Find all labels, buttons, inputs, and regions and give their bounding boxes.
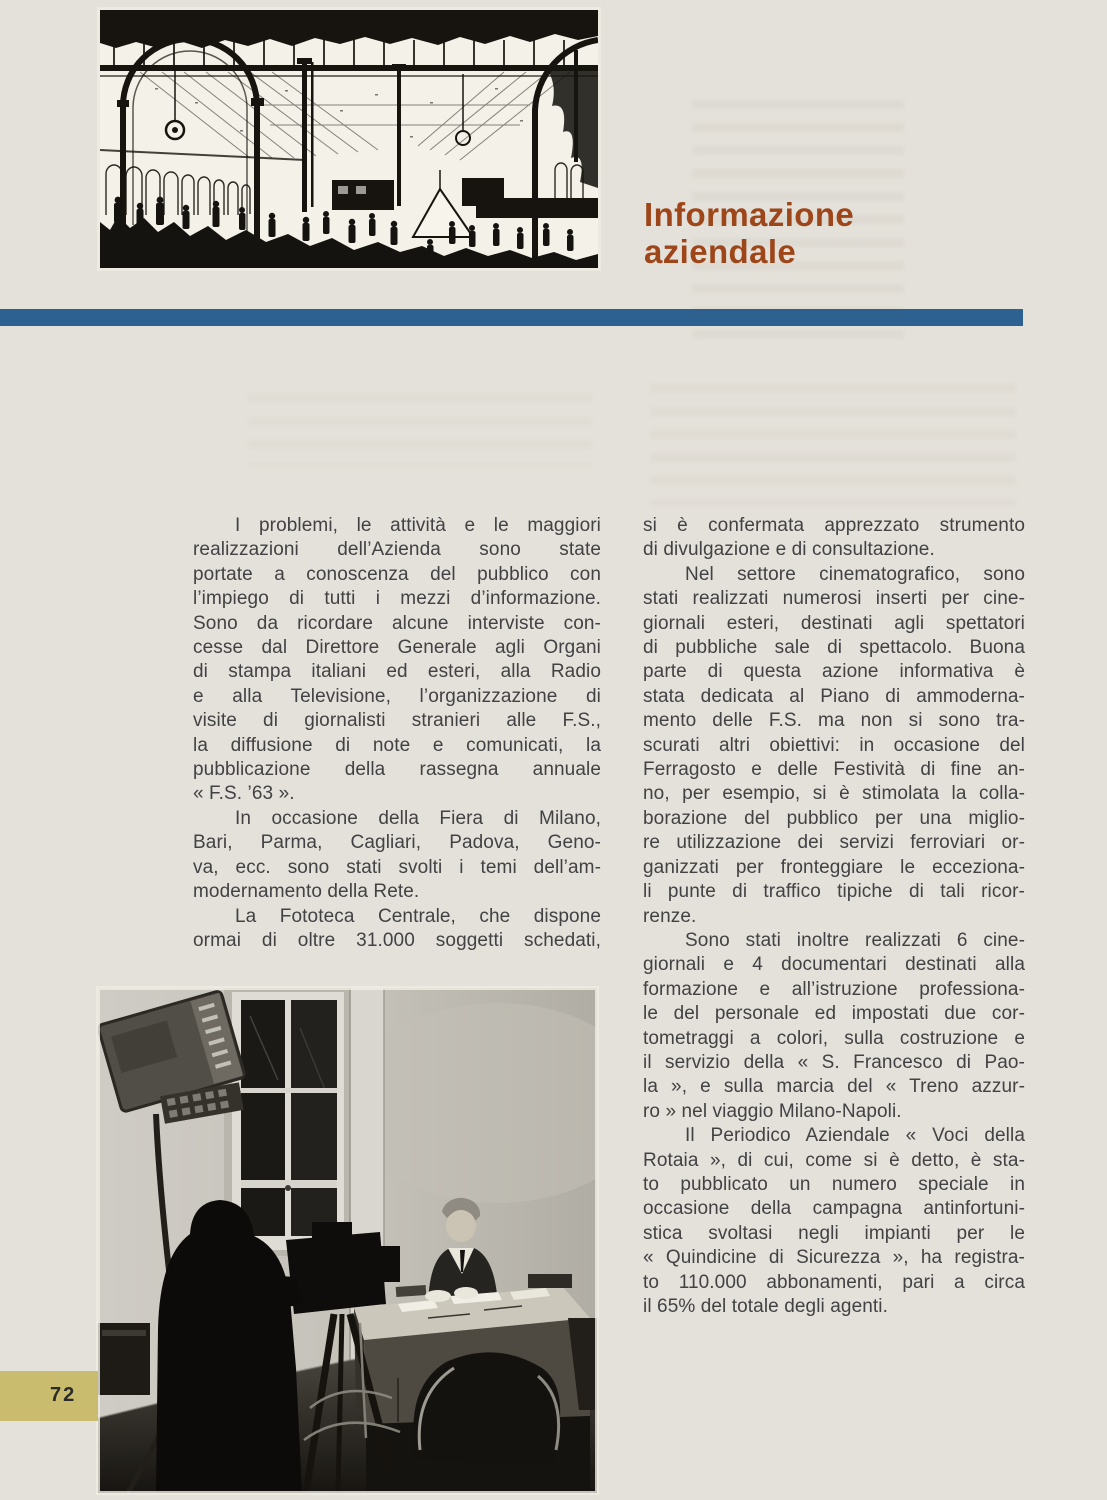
station-hall-engraving-figure bbox=[100, 10, 598, 268]
text-line: Sono stati inoltre realizzati 6 cine- bbox=[685, 929, 1025, 951]
text-line: Rotaia », di cui, come si è detto, è sta- bbox=[643, 1149, 1025, 1171]
text-line: di pubbliche sale di spettacolo. Buona bbox=[643, 637, 1025, 659]
office-filming-photo-figure bbox=[98, 988, 597, 1493]
text-line: e alla Televisione, l’organizzazione di bbox=[193, 685, 601, 707]
text-line: di divulgazione e di consultazione. bbox=[643, 539, 935, 561]
text-line: Sono da ricordare alcune interviste con- bbox=[193, 612, 601, 634]
paragraph bbox=[643, 514, 1025, 563]
paragraph bbox=[193, 807, 601, 905]
text-line: stata dedicata al Piano di ammoderna- bbox=[643, 685, 1025, 707]
text-line: realizzazioni dell’Azienda sono state bbox=[193, 539, 601, 561]
text-line: ormai di oltre 31.000 soggetti schedati, bbox=[193, 929, 601, 951]
text-line: La Fototeca Centrale, che dispone bbox=[235, 905, 601, 927]
office-filming-photo-image bbox=[98, 988, 597, 1493]
page-number: 72 bbox=[50, 1384, 77, 1406]
text-line: visite di giornalisti stranieri alle F.S., bbox=[193, 710, 601, 732]
text-line: In occasione della Fiera di Milano, bbox=[235, 807, 601, 829]
paragraph bbox=[643, 1124, 1025, 1319]
text-line: to 110.000 abbonamenti, pari a circa bbox=[643, 1271, 1025, 1293]
text-line: « Quindicine di Sicurezza », ha registra- bbox=[643, 1247, 1025, 1269]
text-line: Il Periodico Aziendale « Voci della bbox=[685, 1125, 1025, 1147]
text-line: no, per esempio, si è stimolata la colla- bbox=[643, 783, 1025, 805]
text-line: di stampa italiani ed esteri, alla Radio bbox=[193, 661, 601, 683]
text-line: to pubblicato un numero speciale in bbox=[643, 1173, 1025, 1195]
text-line: cesse dal Direttore Generale agli Organi bbox=[193, 637, 601, 659]
text-line: ro » nel viaggio Milano-Napoli. bbox=[643, 1100, 902, 1122]
station-hall-engraving-image bbox=[100, 10, 598, 268]
text-line: formazione e all’istruzione professiona- bbox=[643, 978, 1025, 1000]
text-line: ganizzati per fronteggiare le ecceziona- bbox=[643, 856, 1025, 878]
section-title-line2: aziendale bbox=[644, 233, 797, 270]
text-line: li punte di traffico tipiche di tali ricor- bbox=[643, 881, 1025, 903]
text-line: Bari, Parma, Cagliari, Padova, Geno- bbox=[193, 832, 601, 854]
text-line: re utilizzazione dei servizi ferroviari or- bbox=[643, 832, 1025, 854]
text-line: modernamento della Rete. bbox=[193, 881, 420, 903]
text-line: la », e sulla marcia del « Treno azzur- bbox=[643, 1076, 1025, 1098]
text-line: l’impiego di tutti i mezzi d’informazione. bbox=[193, 588, 601, 610]
text-column-left bbox=[193, 514, 601, 953]
text-line: le del personale ed impostati due cor- bbox=[643, 1003, 1025, 1025]
text-line: giornali esteri, destinati agli spettatori bbox=[643, 612, 1025, 634]
folio-band bbox=[0, 1371, 98, 1421]
text-line: va, ecc. sono stati svolti i temi dell’am- bbox=[193, 856, 601, 878]
text-line: renze. bbox=[643, 905, 697, 927]
text-line: occasione della campagna antinfortuni- bbox=[643, 1198, 1025, 1220]
text-line: si è confermata apprezzato strumento bbox=[643, 515, 1025, 536]
text-line: pubblicazione della rassegna annuale bbox=[193, 759, 601, 781]
text-line: I problemi, le attività e le maggiori bbox=[235, 515, 601, 536]
text-line: Nel settore cinematografico, sono bbox=[685, 563, 1025, 585]
text-line: la diffusione di note e comunicati, la bbox=[193, 734, 601, 756]
text-line: il 65% del totale degli agenti. bbox=[643, 1296, 888, 1317]
paragraph bbox=[643, 929, 1025, 1124]
text-line: « F.S. ’63 ». bbox=[193, 783, 295, 805]
paragraph bbox=[193, 514, 601, 807]
text-line: mento delle F.S. ma non si sono tra- bbox=[643, 710, 1025, 732]
text-column-right bbox=[643, 514, 1025, 1319]
bleedthrough-ghost bbox=[248, 394, 592, 466]
text-line: il servizio della « S. Francesco di Pao- bbox=[643, 1051, 1025, 1073]
section-title-line1: Informazione bbox=[644, 196, 855, 233]
text-line: giornali e 4 documentari destinati alla bbox=[643, 954, 1025, 976]
paragraph bbox=[193, 905, 601, 954]
text-line: scurati altri obiettivi: in occasione del bbox=[643, 734, 1025, 756]
text-line: borazione del pubblico per una miglio- bbox=[643, 807, 1025, 829]
text-line: tometraggi a colori, sulla costruzione e bbox=[643, 1027, 1025, 1049]
text-line: stica svoltasi negli impianti per le bbox=[643, 1222, 1025, 1244]
text-line: Ferragosto e delle Festività di fine an- bbox=[643, 759, 1025, 781]
text-line: stati realizzati numerosi inserti per cine- bbox=[643, 588, 1025, 610]
text-line: parte di questa azione informativa è bbox=[643, 661, 1025, 683]
text-line: portate a conoscenza del pubblico con bbox=[193, 563, 601, 585]
bleedthrough-ghost bbox=[692, 100, 904, 342]
bleedthrough-ghost bbox=[650, 384, 1016, 506]
paragraph bbox=[643, 563, 1025, 929]
